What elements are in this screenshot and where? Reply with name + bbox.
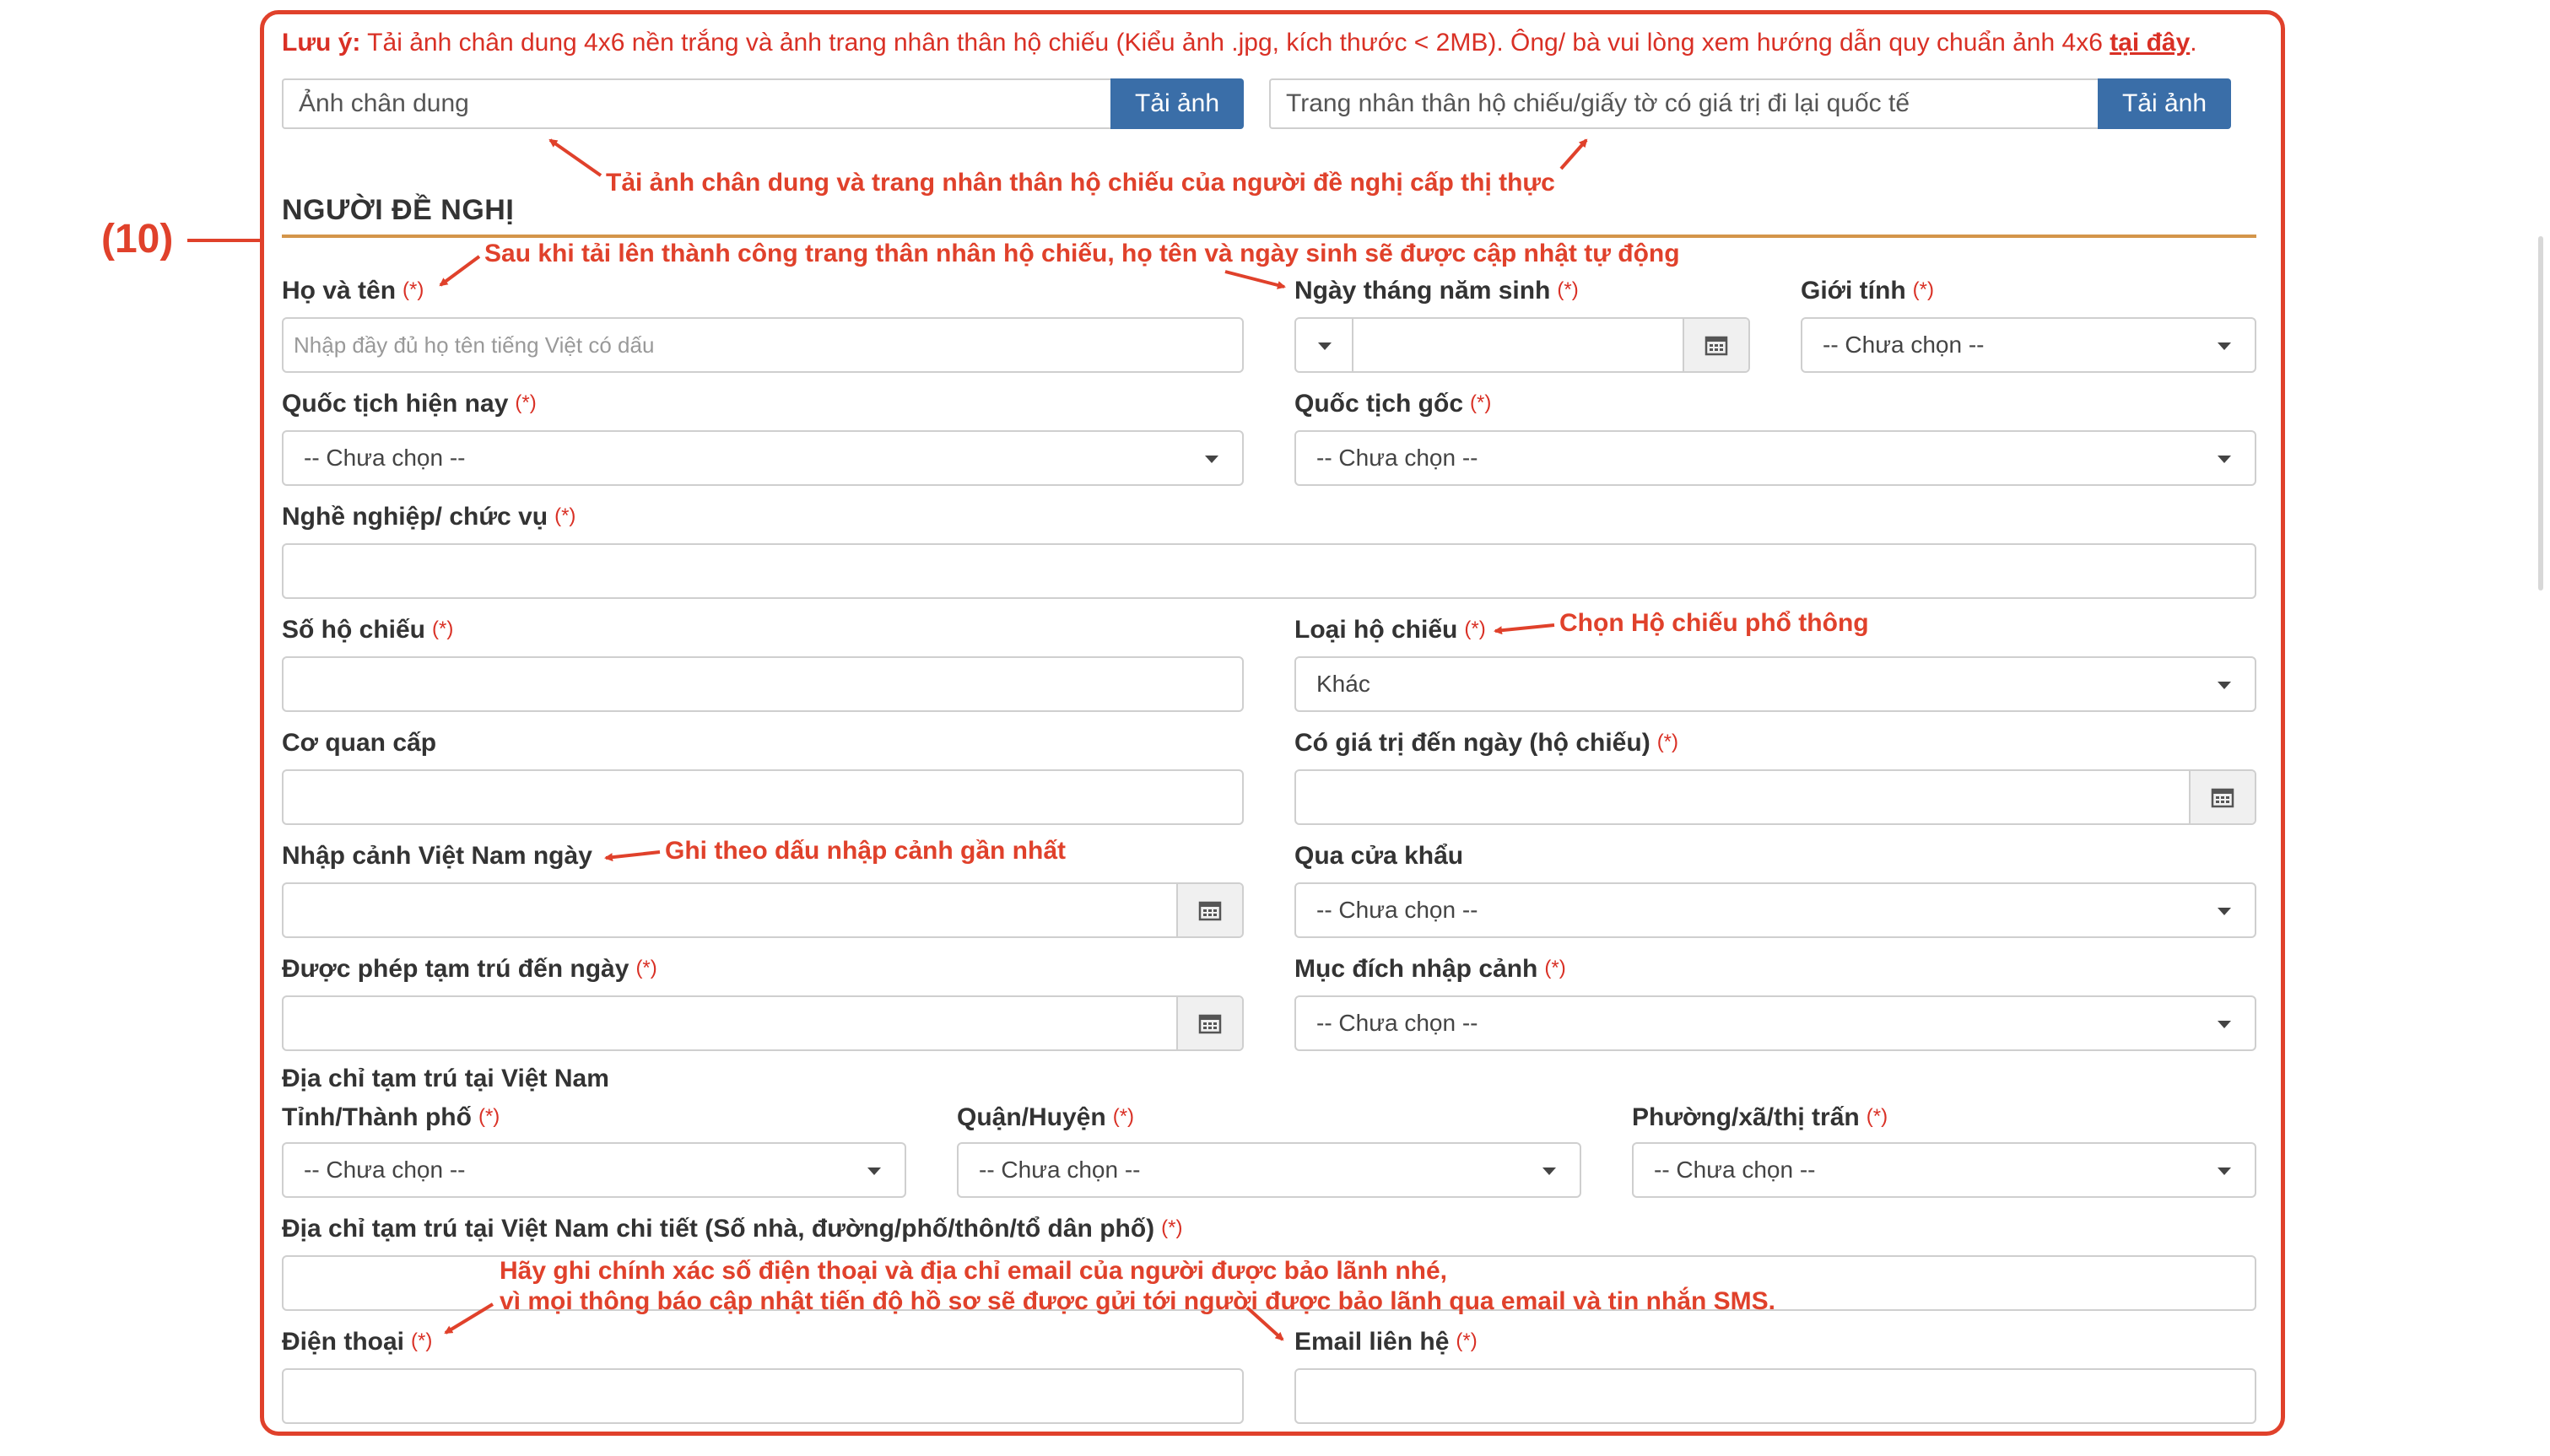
portrait-upload-input[interactable]: Ảnh chân dung <box>282 78 1110 129</box>
purpose-label: Mục đích nhập cảnh (*) <box>1294 955 1566 983</box>
full-name-input[interactable]: Nhập đầy đủ họ tên tiếng Việt có dấu <box>282 317 1244 373</box>
passport-type-select[interactable]: Khác <box>1294 656 2256 712</box>
passport-upload-input[interactable]: Trang nhân thân hộ chiếu/giấy tờ có giá trị đi lại quốc tế <box>1269 78 2098 129</box>
upload-hint: Tải ảnh chân dung và trang nhân thân hộ chiếu của người đề nghị cấp thị thực <box>606 169 1555 197</box>
section-title: NGƯỜI ĐỀ NGHỊ <box>282 194 515 226</box>
dob-label: Ngày tháng năm sinh (*) <box>1294 277 1579 305</box>
phone-label: Điện thoại (*) <box>282 1328 433 1356</box>
passport-type-hint: Chọn Hộ chiếu phổ thông <box>1559 609 1869 637</box>
full-name-label: Họ và tên (*) <box>282 277 424 305</box>
note-link[interactable]: tại đây <box>2110 29 2191 57</box>
gender-select[interactable]: -- Chưa chọn -- <box>1801 317 2256 373</box>
callout-number: (10) <box>101 217 174 262</box>
border-gate-label: Qua cửa khẩu <box>1294 842 1464 870</box>
address-title: Địa chỉ tạm trú tại Việt Nam <box>282 1065 609 1092</box>
province-label: Tỉnh/Thành phố (*) <box>282 1103 500 1131</box>
autofill-hint: Sau khi tải lên thành công trang thân nhân hộ chiếu, họ tên và ngày sinh sẽ được cập nhật tự động <box>484 240 1680 267</box>
entry-date-label: Nhập cảnh Việt Nam ngày <box>282 842 592 870</box>
district-select[interactable]: -- Chưa chọn -- <box>957 1142 1581 1198</box>
note-suffix: . <box>2190 29 2197 57</box>
gender-label: Giới tính (*) <box>1801 277 1934 305</box>
district-label: Quận/Huyện (*) <box>957 1103 1135 1131</box>
passport-type-label: Loại hộ chiếu (*) <box>1294 616 1486 644</box>
email-label: Email liên hệ (*) <box>1294 1328 1478 1356</box>
address-detail-label: Địa chỉ tạm trú tại Việt Nam chi tiết (Số nhà, đường/phố/thôn/tổ dân phố) (*) <box>282 1215 1183 1243</box>
stay-until-label: Được phép tạm trú đến ngày (*) <box>282 955 657 983</box>
contact-hint-line-2: vì mọi thông báo cập nhật tiến độ hồ sơ sẽ được gửi tới người được bảo lãnh qua email và tin nhắn SMS. <box>500 1287 1775 1315</box>
nationality-origin-label: Quốc tịch gốc (*) <box>1294 390 1492 418</box>
contact-hint-line-1: Hãy ghi chính xác số điện thoại và địa chỉ email của người được bảo lãnh nhé, <box>500 1257 1448 1285</box>
passport-upload-button[interactable]: Tải ảnh <box>2098 78 2231 129</box>
issuer-label: Cơ quan cấp <box>282 729 437 757</box>
border-gate-select[interactable]: -- Chưa chọn -- <box>1294 882 2256 938</box>
purpose-select[interactable]: -- Chưa chọn -- <box>1294 995 2256 1051</box>
province-select[interactable]: -- Chưa chọn -- <box>282 1142 906 1198</box>
valid-until-label: Có giá trị đến ngày (hộ chiếu) (*) <box>1294 729 1679 757</box>
nationality-current-label: Quốc tịch hiện nay (*) <box>282 390 537 418</box>
note-prefix: Lưu ý: <box>282 29 361 57</box>
passport-number-label: Số hộ chiếu (*) <box>282 616 454 644</box>
note-text: Tải ảnh chân dung 4x6 nền trắng và ảnh trang nhân thân hộ chiếu (Kiểu ảnh .jpg, kích thước < 2MB). Ông/ bà vui lòng xem hướng dẫn quy chuẩn ảnh 4x6 <box>360 29 2110 57</box>
entry-hint: Ghi theo dấu nhập cảnh gần nhất <box>665 837 1067 865</box>
nationality-current-select[interactable]: -- Chưa chọn -- <box>282 430 1244 486</box>
ward-label: Phường/xã/thị trấn (*) <box>1632 1103 1888 1131</box>
ward-select[interactable]: -- Chưa chọn -- <box>1632 1142 2256 1198</box>
portrait-upload-button[interactable]: Tải ảnh <box>1110 78 1244 129</box>
occupation-label: Nghề nghiệp/ chức vụ (*) <box>282 503 576 531</box>
nationality-origin-select[interactable]: -- Chưa chọn -- <box>1294 430 2256 486</box>
